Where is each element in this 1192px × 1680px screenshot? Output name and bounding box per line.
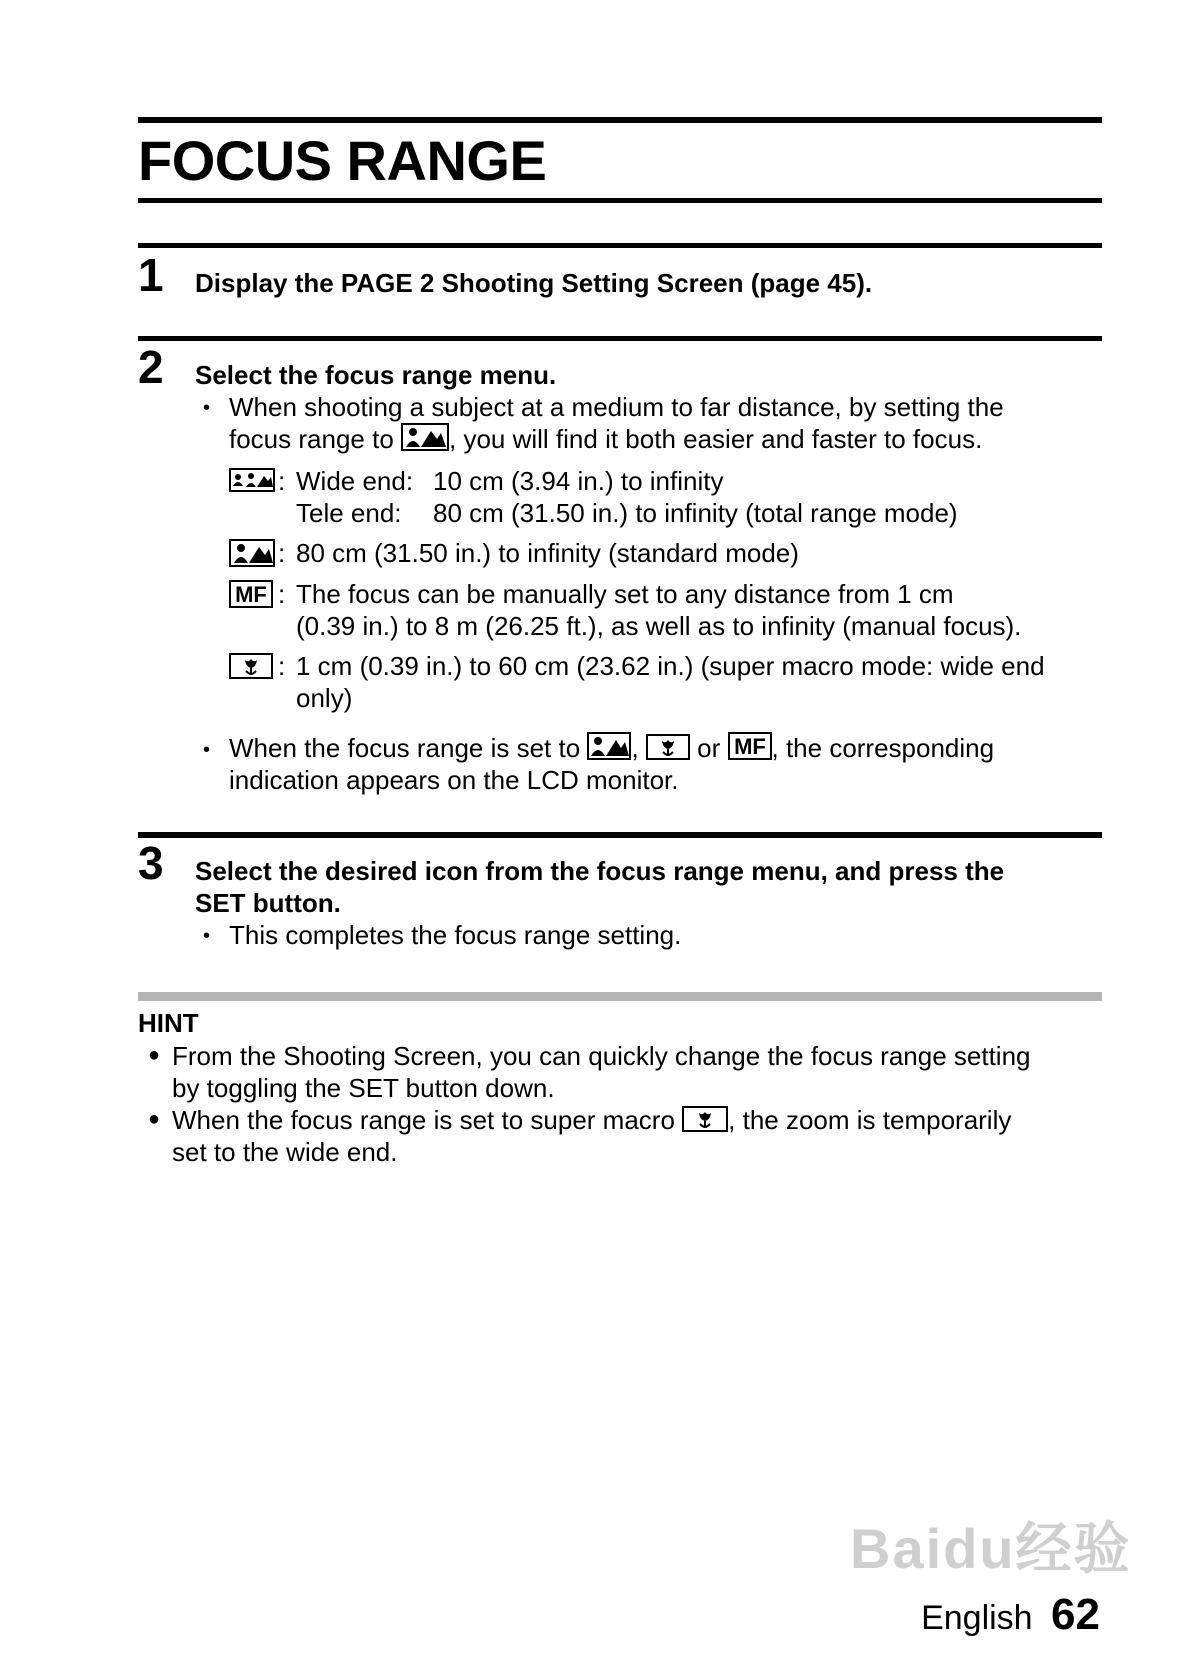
page-title: FOCUS RANGE [138, 129, 547, 192]
step3-heading-line2: SET button. [195, 888, 341, 918]
step3-heading-line1: Select the desired icon from the focus range menu, and press the [195, 856, 1005, 886]
step2-bullet1-line1: When shooting a subject at a medium to far distance, by setting the [229, 392, 1004, 422]
page-number: 62 [1051, 1590, 1100, 1639]
step2-number: 2 [138, 341, 164, 393]
macro-flower-icon [646, 734, 690, 760]
step1-number: 1 [138, 249, 164, 301]
super-macro-line1: 1 cm (0.39 in.) to 60 cm (23.62 in.) (super macro mode: wide end [296, 651, 1045, 681]
step1-heading: Display the PAGE 2 Shooting Setting Screen (page 45). [195, 268, 873, 298]
text: , the corresponding [771, 733, 995, 763]
manual-focus-line1: The focus can be manually set to any distance from 1 cm [296, 579, 954, 609]
macro-flower-icon [682, 1106, 728, 1132]
colon: : [278, 579, 286, 609]
macro-flower-icon [229, 653, 273, 679]
colon: : [278, 538, 286, 568]
svg-text:MF: MF [235, 582, 267, 607]
text: When the focus range is set to [229, 733, 581, 763]
bullet-marker: • [203, 397, 211, 419]
or-text: or [697, 733, 721, 763]
bullet-marker: • [203, 739, 211, 761]
hint-item1-line2: by toggling the SET button down. [172, 1073, 555, 1103]
tele-end-value: 80 cm (31.50 in.) to infinity (total range mode) [433, 498, 958, 528]
step2-bullet2-line1 [229, 732, 994, 764]
step2-rule [138, 336, 1102, 341]
svg-text:MF: MF [733, 734, 766, 759]
manual-focus-line2: (0.39 in.) to 8 m (26.25 ft.), as well as to infinity (manual focus). [296, 611, 1022, 641]
bullet-marker: • [203, 925, 211, 947]
landscape-icon [229, 539, 275, 567]
separator: , [631, 733, 639, 763]
wide-end-label: Wide end: [296, 466, 414, 496]
hint-item2-line2: set to the wide end. [172, 1137, 398, 1167]
step3-rule [138, 832, 1102, 838]
step3-number: 3 [138, 837, 164, 889]
text: When the focus range is set to super macro [172, 1105, 675, 1135]
text: focus range to [229, 424, 394, 454]
landscape-icon [401, 423, 449, 451]
text: , you will find it both easier and faster to focus. [449, 424, 983, 454]
step3-bullet: This completes the focus range setting. [229, 920, 682, 950]
mf-icon [229, 580, 273, 608]
hint-rule [138, 992, 1102, 1001]
title-top-rule [138, 117, 1102, 123]
watermark: Baidu经验 [850, 1517, 1132, 1580]
tele-end-label: Tele end: [296, 498, 402, 528]
step1-rule [138, 243, 1102, 248]
step2-bullet2-line2: indication appears on the LCD monitor. [229, 765, 679, 795]
step2-heading: Select the focus range menu. [195, 360, 557, 390]
hint-item1-line1: From the Shooting Screen, you can quickly change the focus range setting [172, 1041, 1031, 1071]
mf-icon [728, 732, 772, 760]
wide-tele-icon [229, 468, 275, 492]
step2-bullet1-line2 [229, 423, 982, 455]
landscape-icon [587, 732, 631, 760]
title-bottom-rule [138, 198, 1102, 203]
bullet-dot: ● [148, 1108, 161, 1130]
standard-mode-text: 80 cm (31.50 in.) to infinity (standard mode) [296, 538, 799, 568]
colon: : [278, 651, 286, 681]
hint-item2-line1 [172, 1104, 1011, 1136]
text: , the zoom is temporarily [728, 1105, 1012, 1135]
page-footer [921, 1590, 1100, 1640]
bullet-dot: ● [148, 1044, 161, 1066]
colon: : [278, 466, 286, 496]
super-macro-line2: only) [296, 683, 353, 713]
hint-title: HINT [138, 1008, 199, 1038]
wide-end-value: 10 cm (3.94 in.) to infinity [433, 466, 724, 496]
footer-language: English [921, 1599, 1033, 1637]
